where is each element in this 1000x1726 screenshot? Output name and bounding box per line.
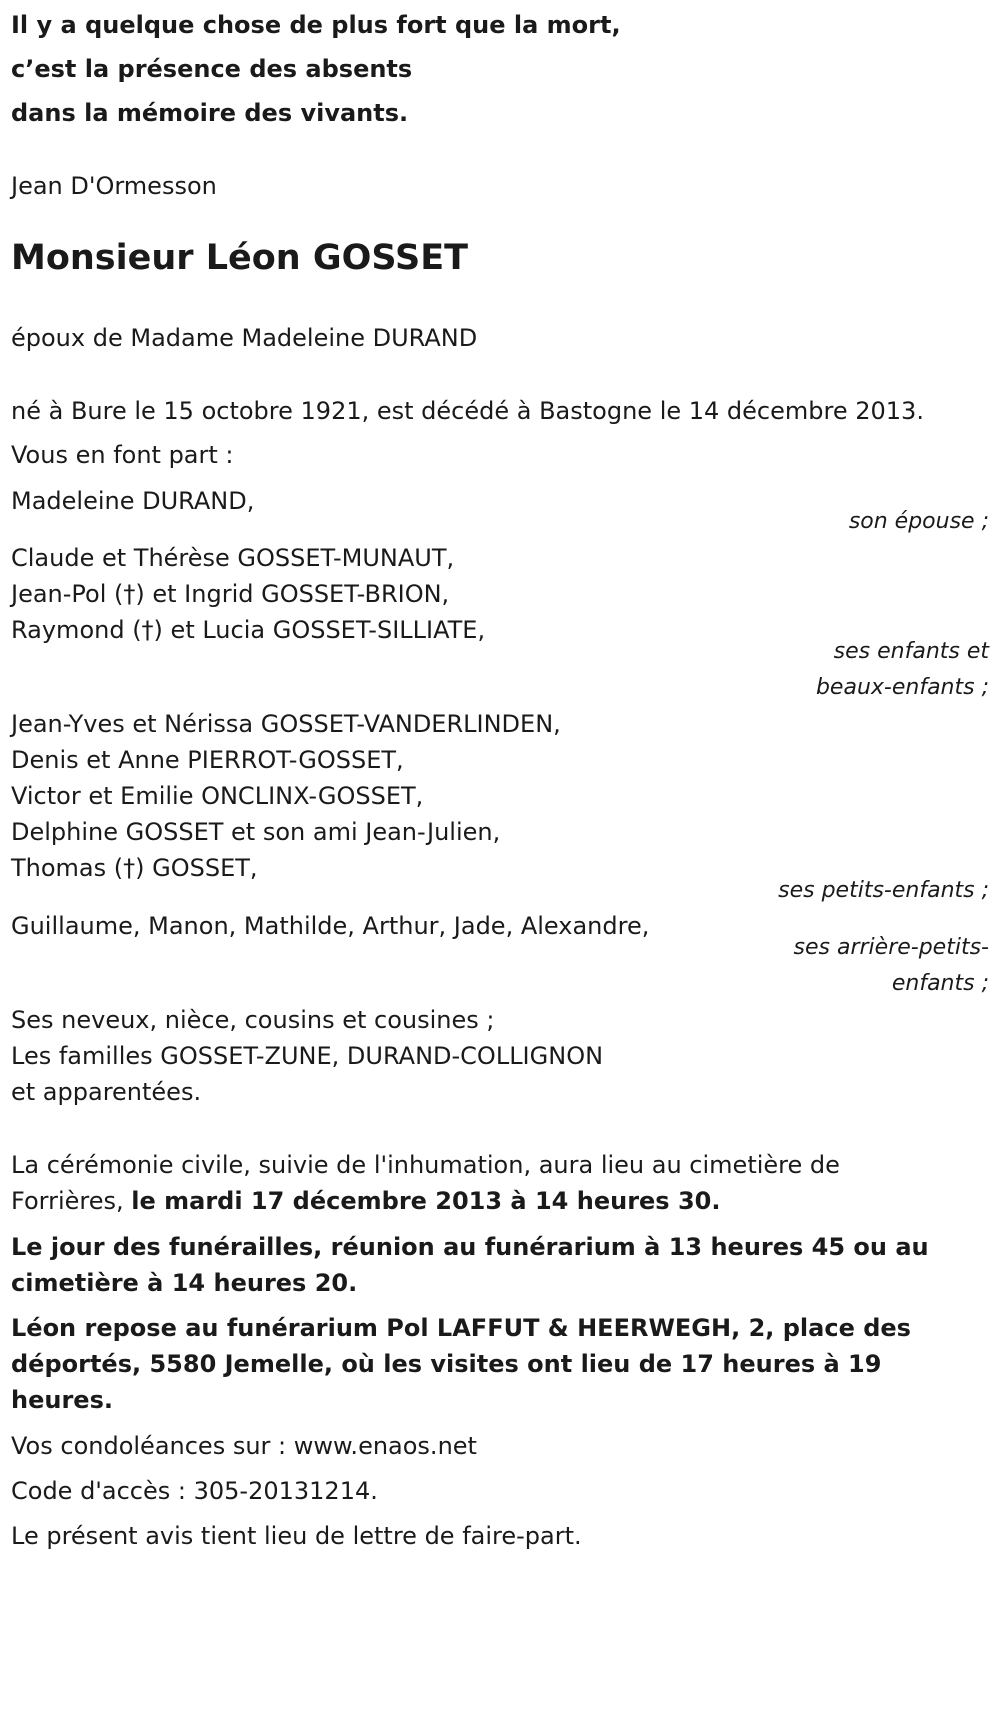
quote-line-2: c’est la présence des absents <box>11 55 413 83</box>
grandchild-line: Thomas (†) GOSSET, <box>11 854 258 882</box>
access-code-line: Code d'accès : 305-20131214. <box>11 1477 378 1505</box>
child-line: Claude et Thérèse GOSSET-MUNAUT, <box>11 544 455 572</box>
grandchild-line: Victor et Emilie ONCLINX-GOSSET, <box>11 782 424 810</box>
deceased-name: Monsieur Léon GOSSET <box>11 238 469 278</box>
rest-line-2: déportés, 5580 Jemelle, où les visites ont lieu de 17 heures à 19 <box>11 1350 882 1378</box>
children-role-line-2: beaux-enfants ; <box>815 675 989 700</box>
grandchild-line: Denis et Anne PIERROT-GOSSET, <box>11 746 404 774</box>
ceremony-line-1: La cérémonie civile, suivie de l'inhumation, aura lieu au cimetière de <box>11 1151 840 1179</box>
announcement-intro: Vous en font part : <box>11 441 234 469</box>
rest-line-1: Léon repose au funérarium Pol LAFFUT & HEERWEGH, 2, place des <box>11 1314 911 1342</box>
birth-death-info: né à Bure le 15 octobre 1921, est décédé à Bastogne le 14 décembre 2013. <box>11 397 924 425</box>
grandchild-line: Delphine GOSSET et son ami Jean-Julien, <box>11 818 501 846</box>
spouse-name: Madeleine DURAND, <box>11 487 255 515</box>
ceremony-place: Forrières, <box>11 1187 132 1215</box>
gathering-line-1: Le jour des funérailles, réunion au funérarium à 13 heures 45 ou au <box>11 1233 929 1261</box>
quote-author: Jean D'Ormesson <box>11 172 217 200</box>
gathering-line-2: cimetière à 14 heures 20. <box>11 1269 358 1297</box>
rest-line-3: heures. <box>11 1386 113 1414</box>
children-role-line-1: ses enfants et <box>833 639 989 664</box>
spouse-role: son épouse ; <box>848 509 989 534</box>
child-line: Raymond (†) et Lucia GOSSET-SILLIATE, <box>11 616 486 644</box>
deceased-spouse: époux de Madame Madeleine DURAND <box>11 324 478 352</box>
ceremony-date: le mardi 17 décembre 2013 à 14 heures 30. <box>131 1187 721 1215</box>
child-line: Jean-Pol (†) et Ingrid GOSSET-BRION, <box>11 580 450 608</box>
great-grandchildren-role-line-1: ses arrière-petits- <box>793 935 989 960</box>
relatives-line: Ses neveux, nièce, cousins et cousines ; <box>11 1006 495 1034</box>
great-grandchildren-line: Guillaume, Manon, Mathilde, Arthur, Jade, Alexandre, <box>11 912 650 940</box>
relatives-line: et apparentées. <box>11 1078 202 1106</box>
quote-line-3: dans la mémoire des vivants. <box>11 99 409 127</box>
relatives-line: Les familles GOSSET-ZUNE, DURAND-COLLIGNON <box>11 1042 604 1070</box>
ceremony-line-2 <box>11 1186 720 1216</box>
quote-line-1: Il y a quelque chose de plus fort que la mort, <box>11 11 621 39</box>
condolences-line: Vos condoléances sur : www.enaos.net <box>11 1432 477 1460</box>
notice-line: Le présent avis tient lieu de lettre de faire-part. <box>11 1522 582 1550</box>
grandchildren-role: ses petits-enfants ; <box>778 878 989 903</box>
grandchild-line: Jean-Yves et Nérissa GOSSET-VANDERLINDEN, <box>11 710 561 738</box>
great-grandchildren-role-line-2: enfants ; <box>891 971 989 996</box>
